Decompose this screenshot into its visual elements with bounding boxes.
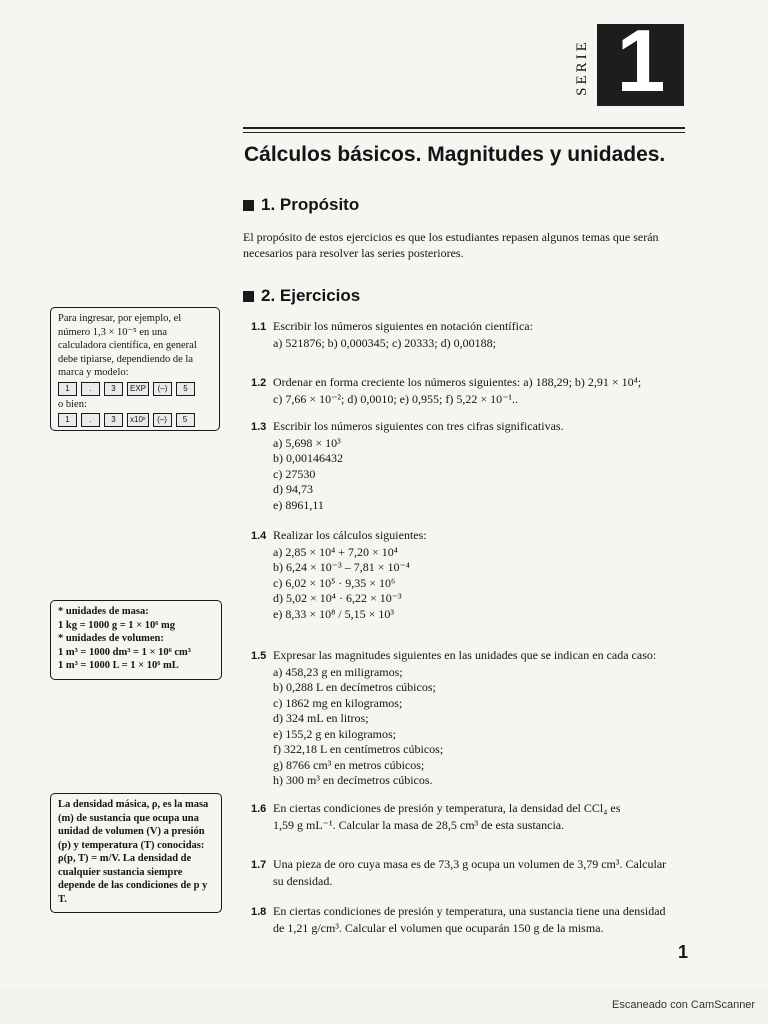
units-line: 1 kg = 1000 g = 1 × 10⁶ mg — [58, 619, 176, 631]
exercise-item: g) 8766 cm³ en metros cúbicos; — [273, 757, 425, 772]
calculator-key: 3 — [104, 382, 123, 396]
exercise-item: h) 300 m³ en decímetros cúbicos. — [273, 773, 433, 787]
calculator-key: 3 — [104, 413, 123, 427]
exercise-1-3: 1.3 Escribir los números siguientes con tres cifras significativas. a) 5,698 × 10³ b) 0,00146432 c) 27530 d) 94,73 e) 8961,11 — [251, 419, 564, 512]
calculator-key: x10ˣ — [127, 413, 149, 427]
section-heading-ejercicios: 2. Ejercicios — [243, 286, 360, 306]
calculator-key: 1 — [58, 382, 77, 396]
serie-label: SERIE — [573, 38, 590, 96]
exercise-item: f) 322,18 L en centímetros cúbicos; — [273, 742, 444, 756]
exercise-item: c) 27530 — [273, 466, 316, 481]
exercise-item: d) 324 mL en litros; — [273, 711, 369, 725]
exercise-1-8: 1.8 En ciertas condiciones de presión y temperatura, una sustancia tiene una densidad de 1,21 g/cm³. Calcular el volumen que ocuparán 150 g de la misma. — [251, 904, 666, 935]
calculator-note-box — [50, 307, 220, 431]
exercise-1-1: 1.1 Escribir los números siguientes en notación científica: a) 521876; b) 0,000345; c) 20333; d) 0,00188; — [251, 319, 533, 350]
density-note-box — [50, 793, 222, 913]
calculator-key: (–) — [153, 382, 172, 396]
calculator-key: (–) — [153, 413, 172, 427]
title-top-rule-thin — [243, 132, 685, 133]
camscanner-watermark: Escaneado con CamScanner — [612, 999, 756, 1011]
exercise-item: b) 6,24 × 10⁻³ – 7,81 × 10⁻⁴ — [273, 560, 410, 574]
units-line: 1 m³ = 1000 dm³ = 1 × 10⁶ cm³ — [58, 646, 191, 658]
exercise-item: b) 0,00146432 — [273, 451, 343, 465]
serie-number: 1 — [616, 11, 666, 110]
page-number: 1 — [678, 942, 689, 962]
exercise-item: e) 8961,11 — [273, 497, 324, 512]
calculator-key: 5 — [176, 382, 195, 396]
calculator-key: 1 — [58, 413, 77, 427]
exercise-1-7: 1.7 Una pieza de oro cuya masa es de 73,3 g ocupa un volumen de 3,79 cm³. Calcular su densidad. — [251, 857, 667, 888]
exercise-1-5: 1.5 Expresar las magnitudes siguientes en las unidades que se indican en cada caso: a) 458,23 g en miligramos; b) 0,288 L en decímetros cúbicos; c) 1862 mg en kilogramos; d) 324 mL en litros; e) 155,2 g en kilogramos; f) 322,18 L en centímetros cúbicos; g) 8766 cm³ en metros cúbicos; h) 300 m³ en decímetros cúbicos. — [251, 648, 657, 787]
calculator-key: . — [81, 382, 100, 396]
exercise-item: e) 155,2 g en kilogramos; — [273, 726, 396, 741]
purpose-paragraph: El propósito de estos ejercicios es que los estudiantes repasen algunos temas que serán necesarios para resolver las series posteriores. — [243, 230, 659, 260]
density-note-text: La densidad másica, ρ, es la masa (m) de sustancia que ocupa una unidad de volumen (V) a presión (p) y temperatura (T) conocidas: ρ(p, T) = m/V. La densidad de cualquier sustancia siempre depende de las condiciones de p y T. — [58, 799, 209, 905]
calculator-or-label: o bien: — [58, 398, 87, 410]
exercise-item: c) 6,02 × 10⁵ · 9,35 × 10⁶ — [273, 575, 396, 590]
calculator-key: . — [81, 413, 100, 427]
exercise-1-6: 1.6 En ciertas condiciones de presión y temperatura, la densidad del CCl₄ es 1,59 g mL⁻¹. Calcular la masa de 28,5 cm³ de esta sustancia. — [251, 801, 621, 832]
calculator-key: EXP — [127, 382, 149, 396]
units-line: 1 m³ = 1000 L = 1 × 10⁶ mL — [58, 660, 179, 671]
calculator-keys-row-1 — [58, 382, 212, 396]
exercise-1-2: 1.2 Ordenar en forma creciente los números siguientes: a) 188,29; b) 2,91 × 10⁴; c) 7,66 × 10⁻²; d) 0,0010; e) 0,955; f) 5,22 × 10⁻¹.. — [251, 375, 642, 406]
units-line: * unidades de volumen: — [58, 633, 164, 644]
exercise-item: a) 458,23 g en miligramos; — [273, 664, 403, 679]
exercise-item: b) 0,288 L en decímetros cúbicos; — [273, 680, 436, 694]
section-heading-proposito: 1. Propósito — [243, 195, 359, 215]
exercise-item: d) 5,02 × 10⁴ · 6,22 × 10⁻³ — [273, 591, 402, 605]
square-bullet-icon — [243, 291, 254, 302]
exercise-item: a) 2,85 × 10⁴ + 7,20 × 10⁴ — [273, 544, 398, 559]
calculator-key: 5 — [176, 413, 195, 427]
calculator-keys-row-2 — [58, 413, 212, 427]
exercise-1-4: 1.4 Realizar los cálculos siguientes: a) 2,85 × 10⁴ + 7,20 × 10⁴ b) 6,24 × 10⁻³ – 7,81 × 10⁻⁴ c) 6,02 × 10⁵ · 9,35 × 10⁶ d) 5,02 × 10⁴ · 6,22 × 10⁻³ e) 8,33 × 10⁸ / 5,15 × 10³ — [251, 528, 427, 621]
calculator-note-text: Para ingresar, por ejemplo, el número 1,3 × 10⁻⁵ en una calculadora científica, en general debe tipiarse, dependiendo de la marca y modelo: — [58, 313, 197, 378]
exercise-item: e) 8,33 × 10⁸ / 5,15 × 10³ — [273, 606, 394, 621]
square-bullet-icon — [243, 200, 254, 211]
units-line: * unidades de masa: — [58, 606, 149, 617]
page-title: Cálculos básicos. Magnitudes y unidades. — [244, 143, 666, 166]
units-note-box — [50, 600, 222, 680]
exercise-item: a) 5,698 × 10³ — [273, 435, 341, 450]
exercise-item: c) 1862 mg en kilogramos; — [273, 695, 403, 710]
title-top-rule — [243, 127, 685, 129]
exercise-item: d) 94,73 — [273, 482, 313, 496]
